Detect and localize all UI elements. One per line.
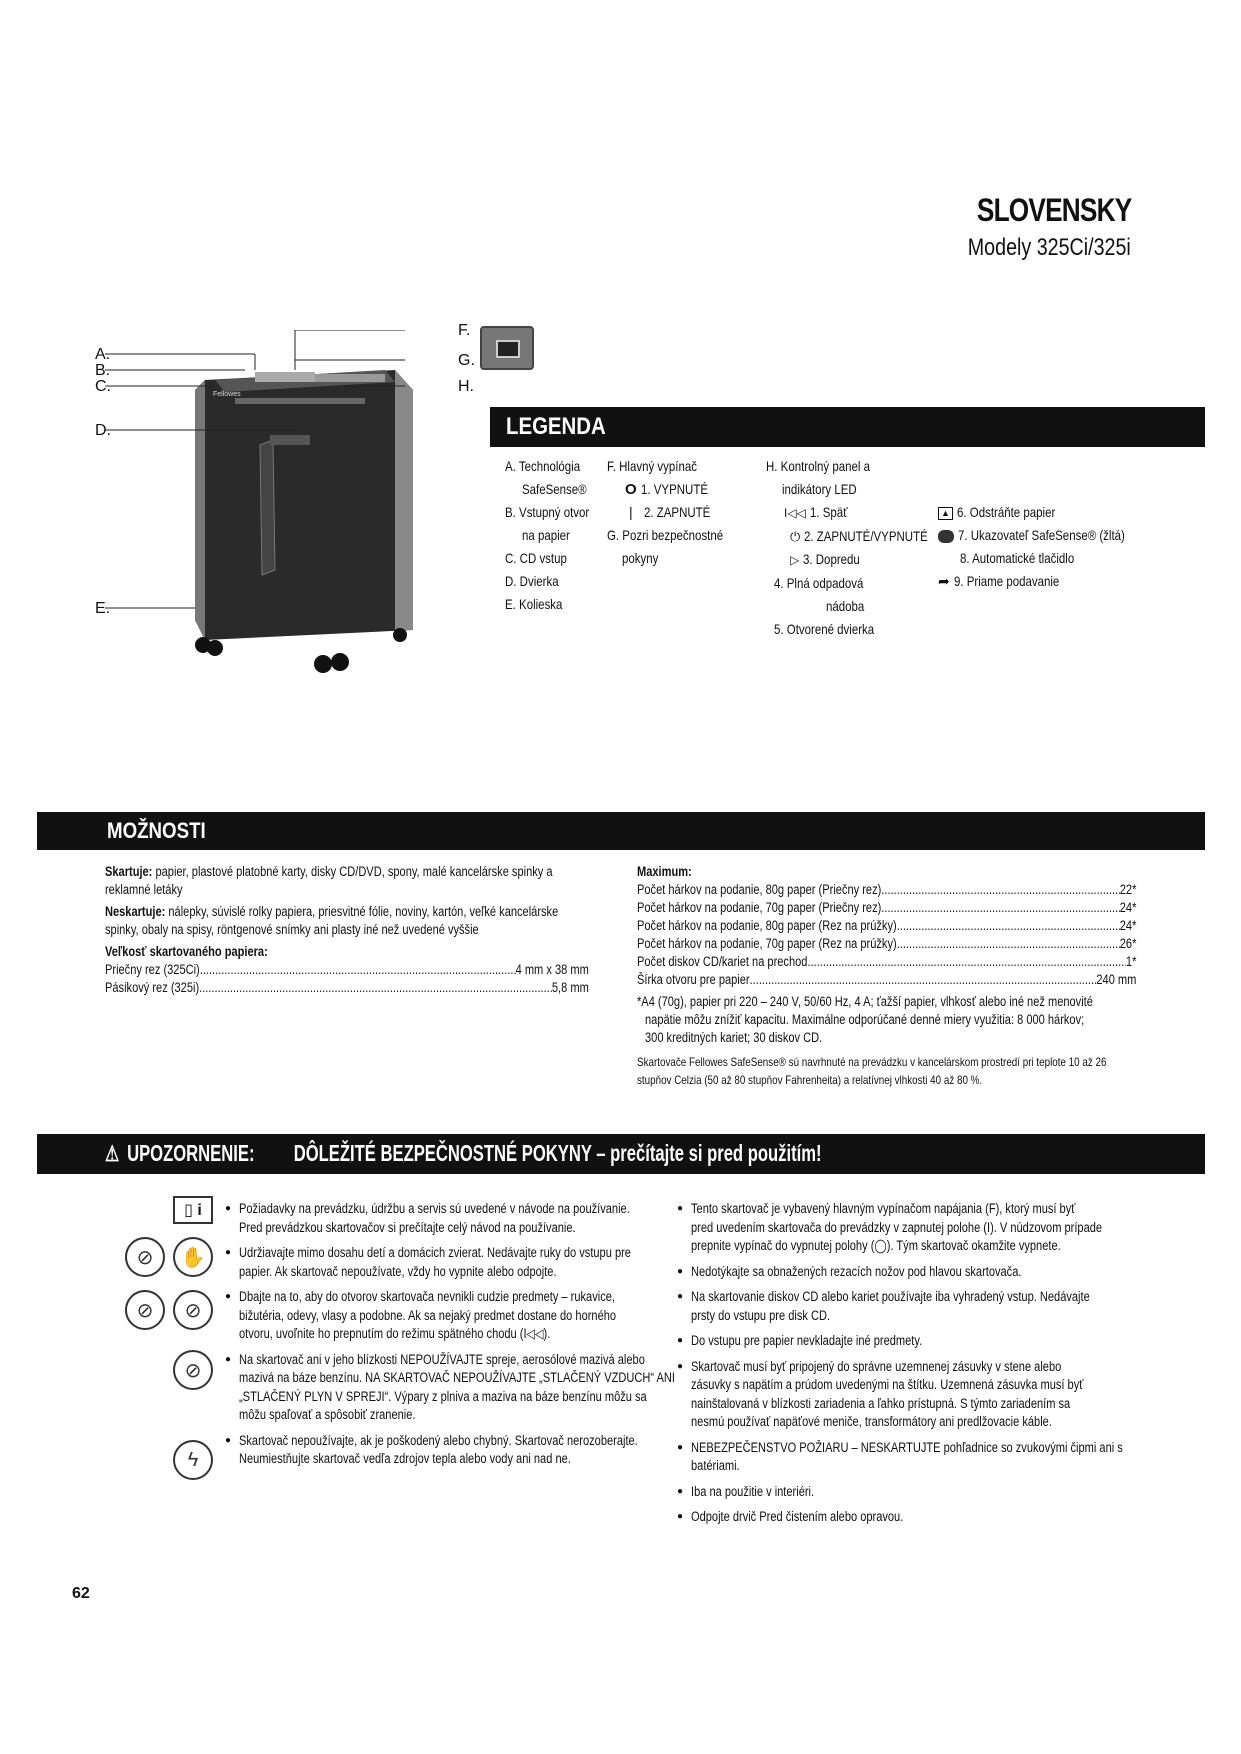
no-aerosol-icon: ⊘	[173, 1350, 213, 1390]
warning-triangle-icon: ⚠	[105, 1141, 120, 1166]
callout-h: H.	[458, 378, 474, 395]
remove-paper-icon: ▲	[938, 507, 953, 520]
legend-entry: ⏻ 2. ZAPNUTÉ/VYPNUTÉ	[790, 528, 928, 544]
callout-f: F.	[458, 322, 471, 339]
size-row: Priečny rez (325Ci) ..... 4 mm x 38 mm	[105, 961, 589, 979]
legend-entry: A. Technológia	[505, 458, 581, 474]
size-row: Pásikový rez (325i) ..... 5,8 mm	[105, 979, 589, 997]
legend-entry: B. Vstupný otvor	[505, 504, 590, 520]
legend-title-bar: LEGENDA	[490, 407, 1205, 447]
no-jewelry-icon: ⊘	[125, 1290, 165, 1330]
legend-entry: O 1. VYPNUTÉ	[625, 481, 708, 498]
power-on-icon: |	[629, 504, 633, 520]
legend-entry: G. Pozri bezpečnostné	[607, 527, 724, 543]
brand-badge: Fellowes	[213, 391, 241, 398]
maximum-row: Počet hárkov na podanie, 70g paper (Rez na prúžky) ..... 26*	[637, 935, 1136, 953]
legend-entry: indikátory LED	[782, 481, 857, 497]
safety-item: ● Na skartovanie diskov CD alebo kariet používajte iba vyhradený vstup. Nedávajte prsty do vstupu pre disk CD.	[677, 1288, 1157, 1325]
legend-entry: E. Kolieska	[505, 596, 563, 612]
power-toggle-icon: ⏻	[790, 529, 801, 544]
features-title-bar: MOŽNOSTI	[37, 812, 1205, 850]
reverse-icon: I◁◁	[784, 506, 806, 520]
legend-entry: 4. Plná odpadová	[774, 575, 864, 591]
safesense-icon	[938, 530, 954, 543]
callout-c: C.	[95, 378, 111, 395]
maximum-row: Počet hárkov na podanie, 80g paper (Priečny rez) ..... 22*	[637, 881, 1136, 899]
legend-column-1	[505, 455, 608, 616]
environment-note: Skartovače Fellowes SafeSense® sú navrhnuté na prevádzku v kancelárskom prostredí pri teplote 10 až 26	[637, 1055, 1107, 1069]
no-children-icon: ⊘	[125, 1237, 165, 1277]
safety-item: ● Iba na použitie v interiéri.	[677, 1483, 1157, 1502]
footnote: *A4 (70g), papier pri 220 – 240 V, 50/60 Hz, 4 A; ťažší papier, vlhkosť alebo iné než menovité	[637, 994, 1093, 1009]
legend-entry: | 2. ZAPNUTÉ	[629, 504, 711, 520]
safety-right-column	[677, 1200, 1157, 1534]
legend-entry: D. Dvierka	[505, 573, 559, 589]
legend-entry: 5. Otvorené dvierka	[774, 621, 875, 637]
legend-column-3	[766, 455, 955, 641]
callout-g: G.	[458, 352, 475, 369]
legend-entry: nádoba	[826, 598, 865, 614]
power-switch-inset	[480, 326, 534, 370]
forward-icon: ▷	[790, 553, 800, 567]
legend-entry: ➦ 9. Priame podavanie	[938, 573, 1059, 589]
safety-item: ● Nedotýkajte sa obnažených rezacích nožov pod hlavou skartovača.	[677, 1263, 1157, 1282]
callout-a: A.	[95, 346, 111, 363]
maximum-row: Počet hárkov na podanie, 70g paper (Priečny rez) ..... 24*	[637, 899, 1136, 917]
no-hair-icon: ⊘	[173, 1290, 213, 1330]
no-hands-icon: ✋	[173, 1237, 213, 1277]
safety-item: ● Na skartovač ani v jeho blízkosti NEPOUŽÍVAJTE spreje, aerosólové mazivá alebo mazivá na báze benzínu. NA SKARTOVAČ NEPOUŽÍVAJTE „STLAČENÝ VZDUCH“ ANI „STLAČENÝ PLYN V SPREJI“. Výpary z plniva a maziva na báze benzínu môžu sa môžu spaľovať a spôsobiť zranenie.	[225, 1351, 675, 1425]
legend-entry: pokyny	[622, 550, 659, 566]
shredder-illustration	[95, 322, 535, 690]
legend-column-4	[938, 501, 1161, 593]
legend-entry: ▲ 6. Odstráňte papier	[938, 501, 1161, 524]
models-subtitle: Modely 325Ci/325i	[967, 234, 1131, 261]
legend-entry: F. Hlavný vypínač	[607, 458, 697, 474]
callout-d: D.	[95, 422, 111, 439]
safety-item: ● Udržiavajte mimo dosahu detí a domácich zvierat. Nedávajte ruky do vstupu pre papier. Ak skartovač nepoužívate, vždy ho vypnite alebo odpojte.	[225, 1244, 675, 1281]
language-title: SLOVENSKY	[976, 192, 1131, 228]
legend-entry: H. Kontrolný panel a	[766, 458, 871, 474]
legend-entry: SafeSense®	[522, 481, 587, 497]
page-number: 62	[72, 1585, 90, 1602]
legend-entry: C. CD vstup	[505, 550, 567, 566]
maximum-row: Šírka otvoru pre papier ..... 240 mm	[637, 971, 1136, 989]
features-right: Maximum: Počet hárkov na podanie, 80g paper (Priečny rez) ..... 22* Počet hárkov na podanie, 70g paper (Priečny rez) ..... 24* Počet hárkov na podanie, 80g paper (Rez na prúžky) ..... 24* Počet hárkov na podanie, 70g paper (Rez na prúžky) ..... 26* Počet diskov CD/kariet na prechod ..... 1* Šírka otvoru pre papier ..... 240 mm *A4 (70g), papier pri 220 – 240 V, 50/60 Hz, 4 A; ťažší papier, vlhkosť alebo iné než menovité napätie môžu znížiť kapacitu. Maximálne odporúčané denné miery využitia: 8 000 hárkov; 300 kreditných kariet; 30 diskov CD. Skartovače Fellowes SafeSense® sú navrhnuté na prevádzku v kancelárskom prostredí pri teplote 10 až 26 stupňov Celzia (50 až 80 stupňov Fahrenheita) a relatívnej vlhkosti 40 až 80 %.	[637, 863, 1137, 1089]
warning-title-bar: ⚠ UPOZORNENIE: DÔLEŽITÉ BEZPEČNOSTNÉ POKYNY – prečítajte si pred použitím!	[37, 1134, 1205, 1174]
safety-item: ● Skartovač musí byť pripojený do správne uzemnenej zásuvky v stene alebo zásuvky s napätím a prúdom uvedenými na štítku. Uzemnená zásuvka musí byť nainštalovaná v blízkosti zariadenia a ľahko prístupná. S týmto zariadením sa nesmú používať napäťové meniče, transformátory ani predlžovacie káble.	[677, 1358, 1157, 1432]
maximum-row: Počet hárkov na podanie, 80g paper (Rez na prúžky) ..... 24*	[637, 917, 1136, 935]
legend-entry: I◁◁ 1. Späť	[784, 504, 848, 520]
power-off-icon: O	[625, 481, 637, 498]
callout-b: B.	[95, 362, 111, 379]
legend-entry: 7. Ukazovateľ SafeSense® (žltá)	[938, 524, 1161, 547]
safety-item: ● Požiadavky na prevádzku, údržbu a servis sú uvedené v návode na používanie. Pred prevádzkou skartovačov si prečítajte celý návod na používanie.	[225, 1200, 675, 1237]
electric-hazard-icon: ϟ	[173, 1440, 213, 1480]
callout-e: E.	[95, 600, 111, 617]
features-left: Skartuje: papier, plastové platobné karty, disky CD/DVD, spony, malé kancelárske spinky a reklamné letáky Neskartuje: nálepky, súvislé rolky papiera, priesvitné fólie, noviny, kartón, veľké kancelárske spinky, obaly na spisy, röntgenové snímky ani plasty iné než uvedené vyššie Veľkosť skartovaného papiera: Priečny rez (325Ci) ..... 4 mm x 38 mm Pásikový rez (325i) ..... 5,8 mm	[105, 863, 595, 997]
safety-left-column	[225, 1200, 675, 1476]
safety-item: ● Do vstupu pre papier nevkladajte iné predmety.	[677, 1332, 1157, 1351]
safety-item: ● Skartovač nepoužívajte, ak je poškodený alebo chybný. Skartovač nerozoberajte. Neumiestňujte skartovač vedľa zdrojov tepla alebo vody ani nad ne.	[225, 1432, 675, 1469]
manual-info-icon: ▯ i	[173, 1196, 213, 1224]
safety-item: ● NEBEZPEČENSTVO POŽIARU – NESKARTUJTE pohľadnice so zvukovými čipmi ani s batériami.	[677, 1439, 1157, 1476]
legend-entry: 8. Automatické tlačidlo	[960, 550, 1075, 566]
legend-column-2	[607, 455, 749, 570]
maximum-row: Počet diskov CD/kariet na prechod ..... 1*	[637, 953, 1136, 971]
legend-entry: na papier	[522, 527, 570, 543]
safety-item: ● Odpojte drvič Pred čistením alebo opravou.	[677, 1508, 1157, 1527]
direct-feed-icon: ➦	[938, 573, 950, 589]
safety-item: ● Dbajte na to, aby do otvorov skartovača nevnikli cudzie predmety – rukavice, bižutéria, odevy, vlasy a podobne. Ak sa nejaký predmet dostane do horného otvoru, uvoľnite ho prepnutím do režimu spätného chodu (I◁◁).	[225, 1288, 675, 1344]
legend-entry: ▷ 3. Dopredu	[790, 551, 860, 567]
safety-item: ● Tento skartovač je vybavený hlavným vypínačom napájania (F), ktorý musí byť pred uvedením skartovača do prevádzky v zapnutej polohe (I). V núdzovom prípade prepnite vypínač do vypnutej polohy (◯). Tým skartovač okamžite vypnete.	[677, 1200, 1157, 1256]
